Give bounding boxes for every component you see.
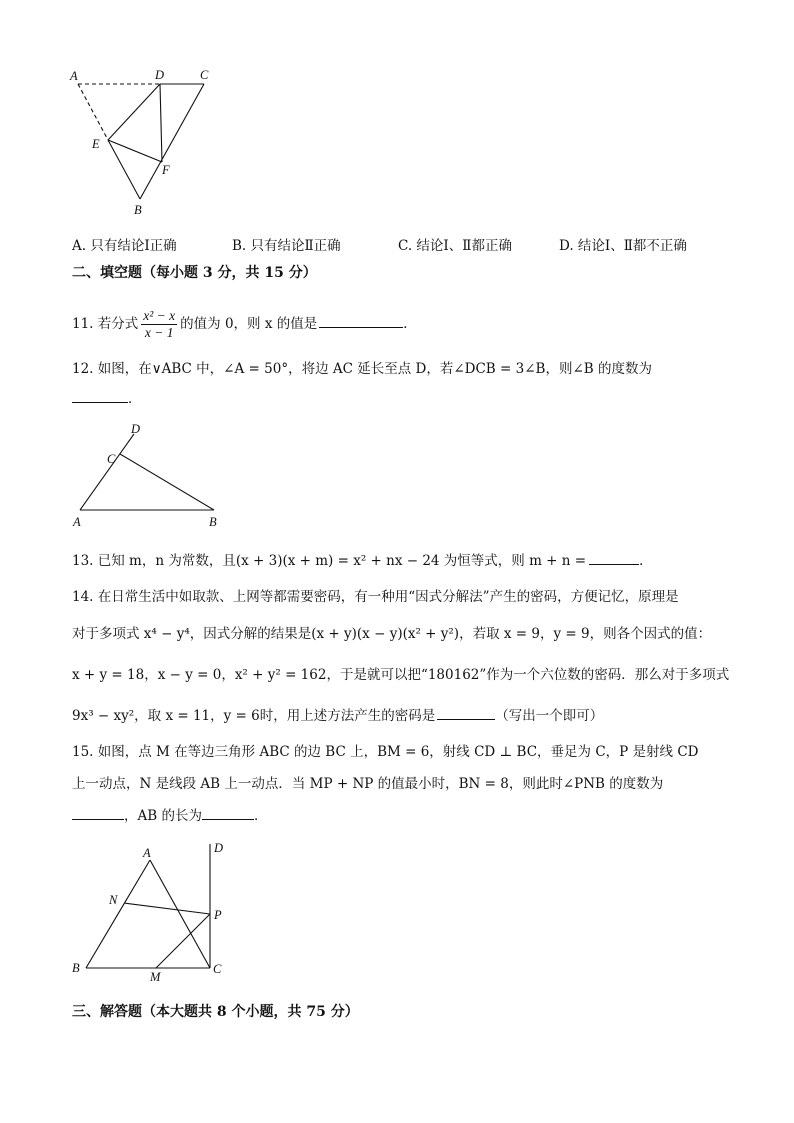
question-15-line3: ，AB 的长为 ． [72, 807, 267, 825]
segment-np [124, 903, 210, 914]
label-c: C [200, 68, 209, 82]
question-15-line1: 15. 如图，点 M 在等边三角形 ABC 的边 BC 上，BM = 6，射线 CD ⊥ BC，垂足为 C，P 是射线 CD [72, 744, 699, 760]
section-heading-fill-in: 二、填空题（每小题 3 分，共 15 分） [72, 265, 317, 281]
segment-ab [86, 860, 150, 968]
q15-line3-mid: ，AB 的长为 [124, 808, 202, 824]
q12-answer-blank[interactable] [72, 390, 128, 403]
label-c: C [107, 452, 116, 466]
label-a: A [73, 515, 81, 529]
label-f: F [162, 163, 170, 177]
q14-line4-tail: （写出一个即可） [495, 708, 604, 724]
segment-mp [156, 914, 210, 968]
label-d: D [131, 422, 141, 436]
label-n: N [109, 893, 118, 907]
label-a: A [70, 69, 78, 83]
label-b: B [72, 961, 80, 975]
segment-ed [108, 84, 160, 140]
figure-q15 [66, 836, 236, 984]
question-14-line3: x + y = 18，x − y = 0，x² + y² = 162，于是就可以把“180162”作为一个六位数的密码．那么对于多项式 [72, 667, 730, 683]
q11-fraction [141, 308, 177, 341]
q11-answer-blank[interactable] [319, 315, 403, 328]
question-14-line4 [72, 707, 603, 725]
label-d: D [155, 68, 165, 82]
segment-cb [120, 454, 214, 510]
label-b: B [209, 515, 217, 529]
label-m: M [150, 970, 161, 984]
question-12-line1: 12. 如图，在∨ABC 中，∠A = 50°，将边 AC 延长至点 D，若∠DCB = 3∠B，则∠B 的度数为 [72, 361, 652, 377]
label-b: B [134, 203, 142, 217]
segment-cb [140, 84, 204, 199]
question-12-line2: ． [72, 390, 142, 408]
option-d: D. 结论Ⅰ、Ⅱ都不正确 [559, 238, 687, 254]
q13-answer-blank[interactable] [589, 552, 639, 565]
option-a: A. 只有结论Ⅰ正确 [72, 238, 177, 254]
option-b: B. 只有结论Ⅱ正确 [232, 238, 341, 254]
label-e: E [92, 137, 100, 151]
label-a: A [143, 846, 151, 860]
segment-ef [108, 140, 162, 162]
q11-prefix: 11. 若分式 [72, 316, 139, 332]
question-11: 11. 若分式 $\frac{\text{x² − x}}{x - 1}$ 的值为 0，则 x 的值是 ． [72, 308, 417, 340]
question-15-line2: 上一动点，N 是线段 AB 上一动点．当 MP + NP 的值最小时，BN = 8，则此时∠PNB 的度数为 [72, 776, 664, 792]
segment-ac [150, 860, 210, 968]
q11-numerator: x² − x [143, 308, 176, 323]
label-p: P [214, 908, 222, 922]
question-14-line2: 对于多项式 x⁴ − y⁴，因式分解的结果是(x + y)(x − y)(x² + y²)，若取 x = 9，y = 9，则各个因式的值： [72, 626, 712, 642]
question-14-line1: 14. 在日常生活中如取款、上网等都需要密码，有一种用“因式分解法”产生的密码，方便记忆，原理是 [72, 589, 679, 605]
figure-q12 [66, 420, 236, 532]
q11-suffix: 的值为 0，则 x 的值是 [180, 316, 318, 332]
segment-eb [108, 140, 140, 199]
figure-q10 [60, 62, 230, 222]
option-c: C. 结论Ⅰ、Ⅱ都正确 [398, 238, 512, 254]
question-13: 13. 已知 m，n 为常数，且(x + 3)(x + m) = x² + nx − 24 为恒等式，则 m + n = ． [72, 553, 653, 569]
segment-df [160, 84, 162, 162]
q13-text: 13. 已知 m，n 为常数，且(x + 3)(x + m) = x² + nx − 24 为恒等式，则 m + n = [72, 553, 587, 569]
q14-line4-text: 9x³ − xy²，取 x = 11，y = 6时，用上述方法产生的密码是 [72, 708, 436, 724]
q14-answer-blank[interactable] [437, 707, 495, 720]
segment-ae-dashed [78, 84, 108, 140]
q15-answer-blank-angle[interactable] [72, 807, 124, 820]
segment-ad [80, 434, 134, 510]
q15-answer-blank-ab[interactable] [202, 807, 254, 820]
label-d: D [214, 841, 224, 855]
q11-denominator: x − 1 [144, 325, 174, 340]
section-heading-answer: 三、解答题（本大题共 8 个小题，共 75 分） [72, 1004, 359, 1020]
label-c: C [213, 962, 222, 976]
